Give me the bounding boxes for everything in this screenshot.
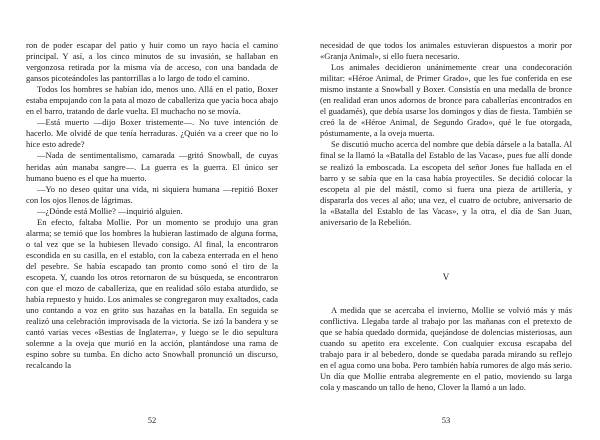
paragraph: necesidad de que todos los animales estuvieran dispuestos a morir por «Granja Animal», si ello fuera necesario. [320,40,572,62]
paragraph: Todos los hombres se habían ido, menos uno. Allá en el patio, Boxer estaba empujando con la pata al mozo de caballeriza que yacía boca abajo en el barro, tratando de darle vuelta. El muchacho no se movía. [26,84,278,117]
paragraph: —Nada de sentimentalismo, camarada —gritó Snowball, de cuyas heridas aún manaba sangre—. La guerra es la guerra. El único ser humano bueno es el que ha muerto. [26,150,278,183]
page-number-right: 53 [441,415,451,425]
paragraph: Los animales decidieron unánimemente crear una condecoración militar: «Héroe Animal, de Primer Grado», que les fue conferida en ese mismo instante a Snowball y Boxer. Consistía en una medalla de bronce (en realidad eran unos adornos de bronce para caballerías encontrados en el guadamés), que debía usarse los domingos y días de fiesta. También se creó la de «Héroe Animal, de Segundo Grado», qué le fue otorgada, póstumamente, a la oveja muerta. [320,62,572,139]
paragraph: —Yo no deseo quitar una vida, ni siquiera humana —repitió Boxer con los ojos llenos de lágrimas. [26,183,278,205]
paragraph: En efecto, faltaba Mollie. Por un momento se produjo una gran alarma; se temió que los hombres la hubieran lastimado de alguna forma, o tal vez que se la hubiesen llevado consigo. Al final, la encontraron escondida en su casilla, en el establo, con la cabeza enterrada en el heno del pesebre. Se había escapado tan pronto como sonó el tiro de la escopeta. Y, cuando los otros retornaron de su búsqueda, se encontraron con que el mozo de caballeriza, que en realidad sólo estaba aturdido, se había repuesto y huido. Los animales se congregaron muy exaltados, cada uno contando a voz en grito sus hazañas en la batalla. En seguida se realizó una celebración improvisada de la victoria. Se izó la bandera y se cantó varias veces «Bestias de Inglaterra», y luego se le dio sepultura solemne a la oveja que murió en la acción, plantándose una rama de espino sobre su tumba. En dicho acto Snowball pronunció un discurso, recalcando la [26,216,278,371]
paragraph: Se discutió mucho acerca del nombre que debía dársele a la batalla. Al final se la llamó la «Batalla del Establo de las Vacas», pues fue allí donde se realizó la emboscada. La escopeta del señor Jones fue hallada en el barro y se sabía que en la casa había proyectiles. Se decidió colocar la escopeta al pie del mástil, como si fuera una pieza de artillería, y dispararla dos veces al año; una vez, el cuatro de octubre, aniversario de la «Batalla del Establo de las Vacas», y la otra, el día de San Juan, aniversario de la Rebelión. [320,139,572,227]
paragraph: —Está muerto —dijo Boxer tristemente—. No tuve intención de hacerlo. Me olvidé de que tenía herraduras. ¿Quién va a creer que no lo hice esto adrede? [26,117,278,150]
paragraph: ron de poder escapar del patio y huir como un rayo hacia el camino principal. Y así, a los cinco minutos de su invasión, se hallaban en vergonzosa retirada por la misma vía de acceso, con una bandada de gansos picoteándoles las pantorrillas a lo largo de todo el camino. [26,40,278,84]
paragraph: —¿Dónde está Mollie? —inquirió alguien. [37,205,183,216]
paragraph: A medida que se acercaba el invierno, Mollie se volvió más y más conflictiva. Llegaba tarde al trabajo por las mañanas con el pretexto de que se había quedado dormida, quejándose de dolencias misteriosas, aun cuando su apetito era excelente. Con cualquier excusa escapaba del trabajo para ir al bebedero, donde se quedaba parada mirando su reflejo en el agua como una boba. Pero también había rumores de algo más serio. Un día que Mollie entraba alegremente en el patio, moviendo su larga cola y mascando un tallo de heno, Clover la llamó a un lado. [320,304,572,393]
right-page [320,40,572,440]
page-number-left: 52 [147,415,157,425]
chapter-heading: V [442,271,450,282]
left-page [26,40,278,440]
